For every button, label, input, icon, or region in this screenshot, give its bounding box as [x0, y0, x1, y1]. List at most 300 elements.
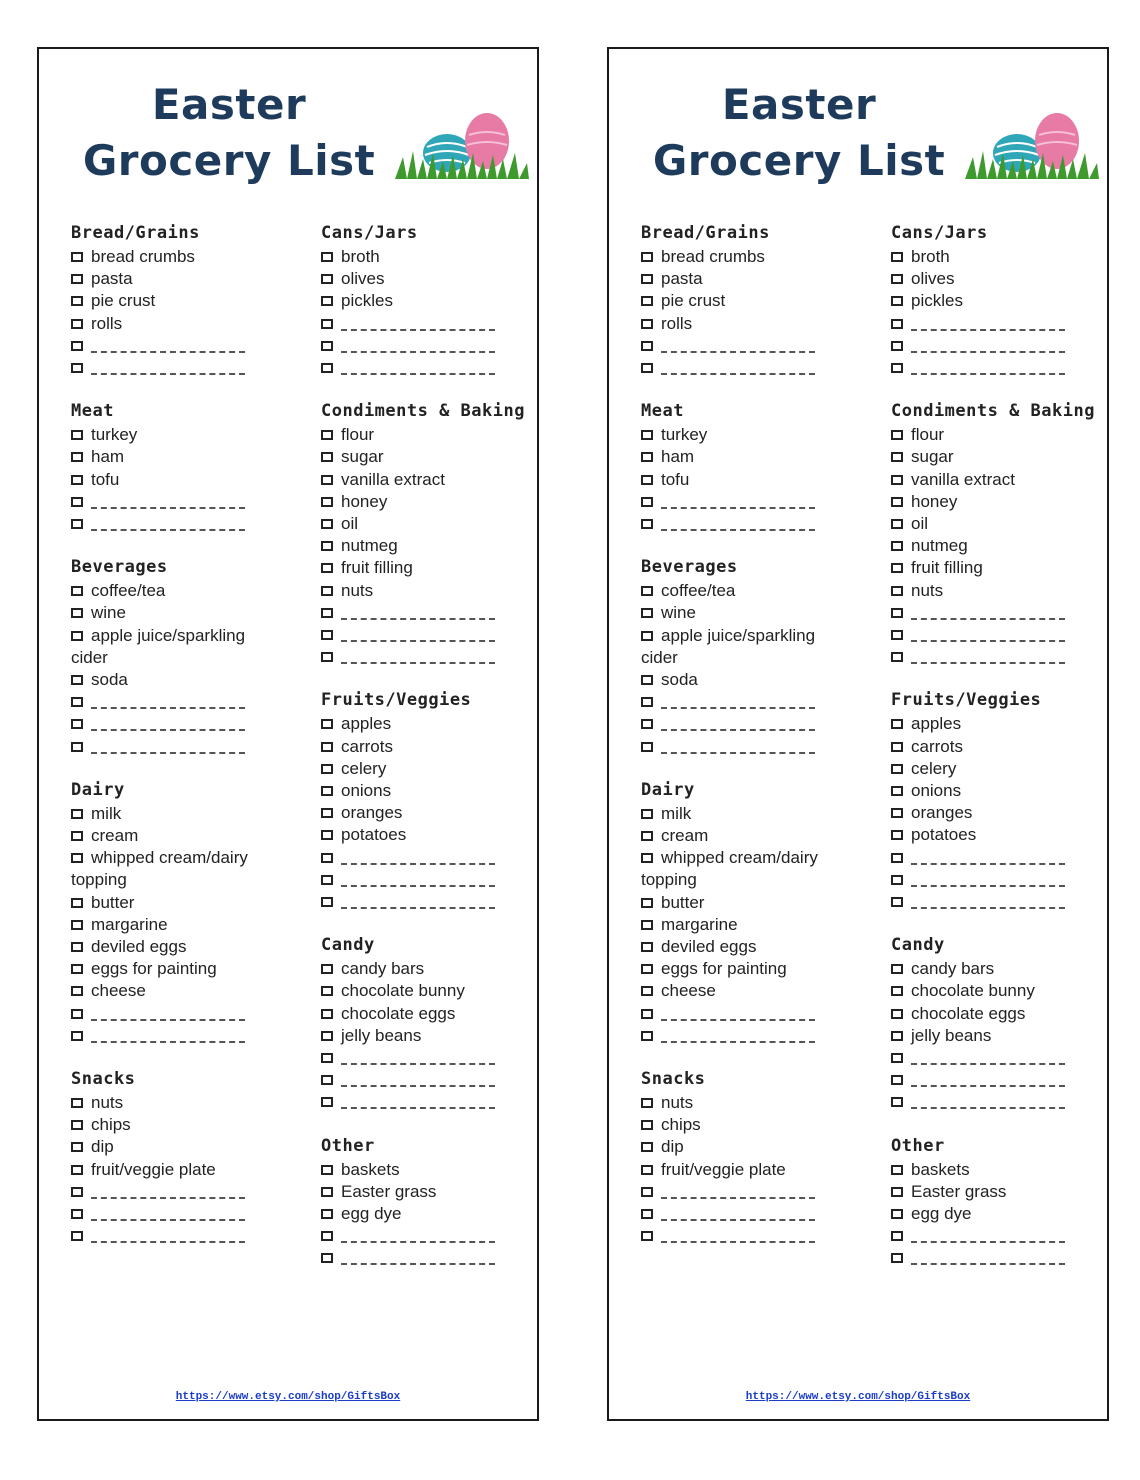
list-item	[71, 980, 283, 1002]
checkbox-icon[interactable]	[891, 1031, 903, 1041]
item-label: rolls	[91, 313, 123, 333]
checkbox-icon[interactable]	[891, 830, 903, 840]
checkbox-icon[interactable]	[321, 897, 333, 907]
checkbox-icon[interactable]	[641, 831, 653, 841]
checkbox-icon[interactable]	[71, 1009, 83, 1019]
write-in-line[interactable]	[91, 1207, 245, 1221]
checkbox-icon[interactable]	[641, 1209, 653, 1219]
blank-entry-row	[891, 335, 1103, 357]
item-label: whipped cream/dairy topping	[71, 848, 248, 890]
write-in-line[interactable]	[91, 1229, 245, 1243]
blank-entry-row	[321, 335, 533, 357]
checkbox-icon[interactable]	[891, 452, 903, 462]
checkbox-icon[interactable]	[71, 1231, 83, 1241]
list-item	[321, 1203, 533, 1225]
checkbox-icon[interactable]	[71, 363, 83, 373]
item-label: tofu	[91, 469, 120, 489]
checkbox-icon[interactable]	[321, 764, 333, 774]
item-label: oil	[911, 513, 929, 533]
checkbox-icon[interactable]	[71, 586, 83, 596]
section-meat	[641, 399, 853, 535]
write-in-line[interactable]	[911, 606, 1065, 620]
checkbox-icon[interactable]	[321, 608, 333, 618]
item-label: dip	[91, 1137, 114, 1157]
checkbox-icon[interactable]	[641, 1031, 653, 1041]
list-item	[641, 290, 853, 312]
checkbox-icon[interactable]	[71, 1120, 83, 1130]
write-in-line[interactable]	[91, 1185, 245, 1199]
checkbox-icon[interactable]	[71, 853, 83, 863]
checkbox-icon[interactable]	[641, 697, 653, 707]
item-label: candy bars	[911, 959, 995, 979]
checkbox-icon[interactable]	[321, 830, 333, 840]
checkbox-icon[interactable]	[641, 675, 653, 685]
item-label: honey	[341, 491, 388, 511]
section-candy	[891, 933, 1103, 1113]
checkbox-icon[interactable]	[641, 497, 653, 507]
write-in-line[interactable]	[91, 1007, 245, 1021]
checkbox-icon[interactable]	[891, 786, 903, 796]
checkbox-icon[interactable]	[321, 563, 333, 573]
list-item	[891, 290, 1103, 312]
item-label: fruit/veggie plate	[91, 1159, 216, 1179]
checkbox-icon[interactable]	[891, 764, 903, 774]
blank-entry-row	[641, 691, 853, 713]
section-snacks	[71, 1067, 283, 1247]
checkbox-icon[interactable]	[641, 1009, 653, 1019]
checkbox-icon[interactable]	[641, 986, 653, 996]
write-in-line[interactable]	[661, 495, 815, 509]
checkbox-icon[interactable]	[71, 274, 83, 284]
checkbox-icon[interactable]	[891, 563, 903, 573]
write-in-line[interactable]	[661, 1185, 815, 1199]
checkbox-icon[interactable]	[321, 452, 333, 462]
write-in-line[interactable]	[341, 1051, 495, 1065]
checkbox-icon[interactable]	[891, 475, 903, 485]
checkbox-icon[interactable]	[641, 964, 653, 974]
shop-link[interactable]: https://www.etsy.com/shop/GiftsBox	[175, 1391, 401, 1403]
checkbox-icon[interactable]	[321, 1053, 333, 1063]
blank-entry-row	[321, 869, 533, 891]
checkbox-icon[interactable]	[321, 630, 333, 640]
write-in-line[interactable]	[341, 628, 495, 642]
write-in-line[interactable]	[91, 361, 245, 375]
list-item	[321, 736, 533, 758]
blank-entry-row	[641, 1225, 853, 1247]
item-label: turkey	[661, 425, 708, 445]
checkbox-icon[interactable]	[641, 252, 653, 262]
checkbox-icon[interactable]	[321, 1075, 333, 1085]
checkbox-icon[interactable]	[321, 274, 333, 284]
checkbox-icon[interactable]	[891, 1097, 903, 1107]
write-in-line[interactable]	[341, 317, 495, 331]
checkbox-icon[interactable]	[321, 964, 333, 974]
write-in-line[interactable]	[911, 1073, 1065, 1087]
list-item	[641, 246, 853, 268]
item-label: olives	[911, 269, 955, 289]
checkbox-icon[interactable]	[321, 497, 333, 507]
checkbox-icon[interactable]	[321, 808, 333, 818]
write-in-line[interactable]	[341, 1251, 495, 1265]
checkbox-icon[interactable]	[891, 430, 903, 440]
item-label: celery	[911, 758, 957, 778]
checkbox-icon[interactable]	[321, 586, 333, 596]
checkbox-icon[interactable]	[891, 319, 903, 329]
blank-entry-row	[71, 357, 283, 379]
checkbox-icon[interactable]	[71, 742, 83, 752]
list-item	[641, 602, 853, 624]
item-label: oranges	[911, 803, 973, 823]
checkbox-icon[interactable]	[891, 897, 903, 907]
section-bread-grains	[641, 221, 853, 379]
checkbox-icon[interactable]	[71, 1187, 83, 1197]
list-item	[891, 469, 1103, 491]
checkbox-icon[interactable]	[641, 920, 653, 930]
blank-entry-row	[641, 736, 853, 758]
checkbox-icon[interactable]	[71, 608, 83, 618]
checkbox-icon[interactable]	[321, 319, 333, 329]
write-in-line[interactable]	[661, 1007, 815, 1021]
list-item	[321, 580, 533, 602]
write-in-line[interactable]	[341, 873, 495, 887]
list-item	[71, 580, 283, 602]
checkbox-icon[interactable]	[641, 296, 653, 306]
checkbox-icon[interactable]	[71, 1142, 83, 1152]
checkbox-icon[interactable]	[71, 475, 83, 485]
section-bread-grains	[71, 221, 283, 379]
shop-link[interactable]: https://www.etsy.com/shop/GiftsBox	[745, 1391, 971, 1403]
checkbox-icon[interactable]	[641, 1187, 653, 1197]
list-item	[321, 446, 533, 468]
list-item	[641, 1092, 853, 1114]
checkbox-icon[interactable]	[891, 608, 903, 618]
write-in-line[interactable]	[341, 606, 495, 620]
write-in-line[interactable]	[911, 873, 1065, 887]
checkbox-icon[interactable]	[321, 475, 333, 485]
write-in-line[interactable]	[91, 517, 245, 531]
checkbox-icon[interactable]	[641, 341, 653, 351]
write-in-line[interactable]	[911, 1051, 1065, 1065]
item-label: coffee/tea	[661, 581, 736, 601]
checkbox-icon[interactable]	[71, 942, 83, 952]
blank-entry-row	[641, 713, 853, 735]
item-label: onions	[341, 780, 392, 800]
checkbox-icon[interactable]	[641, 898, 653, 908]
checkbox-icon[interactable]	[891, 586, 903, 596]
write-in-line[interactable]	[341, 895, 495, 909]
checkbox-icon[interactable]	[641, 519, 653, 529]
checkbox-icon[interactable]	[71, 319, 83, 329]
checkbox-icon[interactable]	[891, 719, 903, 729]
section-title: Condiments & Baking	[891, 401, 1095, 422]
list-item	[891, 736, 1103, 758]
blank-entry-row	[891, 313, 1103, 335]
list-item	[891, 1159, 1103, 1181]
checkbox-icon[interactable]	[641, 719, 653, 729]
write-in-line[interactable]	[911, 851, 1065, 865]
blank-entry-row	[891, 602, 1103, 624]
write-in-line[interactable]	[661, 517, 815, 531]
checkbox-icon[interactable]	[321, 853, 333, 863]
checkbox-icon[interactable]	[71, 1031, 83, 1041]
checkbox-icon[interactable]	[641, 942, 653, 952]
checkbox-icon[interactable]	[71, 1098, 83, 1108]
list-item	[891, 1181, 1103, 1203]
list-item	[641, 580, 853, 602]
checkbox-icon[interactable]	[891, 853, 903, 863]
checkbox-icon[interactable]	[71, 452, 83, 462]
checkbox-icon[interactable]	[641, 1098, 653, 1108]
checkbox-icon[interactable]	[891, 363, 903, 373]
section-title: Snacks	[641, 1068, 706, 1089]
write-in-line[interactable]	[911, 1095, 1065, 1109]
section-title: Beverages	[641, 557, 738, 578]
write-in-line[interactable]	[911, 628, 1065, 642]
write-in-line[interactable]	[911, 317, 1065, 331]
checkbox-icon[interactable]	[321, 652, 333, 662]
checkbox-icon[interactable]	[321, 541, 333, 551]
section-beverages	[641, 555, 853, 758]
checkbox-icon[interactable]	[891, 1165, 903, 1175]
list-item	[641, 914, 853, 936]
checkbox-icon[interactable]	[891, 519, 903, 529]
checkbox-icon[interactable]	[321, 1187, 333, 1197]
checkbox-icon[interactable]	[71, 252, 83, 262]
section-title: Condiments & Baking	[321, 401, 525, 422]
write-in-line[interactable]	[911, 361, 1065, 375]
list-item	[321, 824, 533, 846]
write-in-line[interactable]	[661, 1229, 815, 1243]
checkbox-icon[interactable]	[321, 1209, 333, 1219]
item-label: pickles	[341, 291, 393, 311]
checkbox-icon[interactable]	[321, 742, 333, 752]
checkbox-icon[interactable]	[321, 363, 333, 373]
write-in-line[interactable]	[91, 1029, 245, 1043]
item-label: deviled eggs	[91, 936, 187, 956]
write-in-line[interactable]	[661, 339, 815, 353]
write-in-line[interactable]	[341, 851, 495, 865]
checkbox-icon[interactable]	[891, 1009, 903, 1019]
blank-entry-row	[321, 847, 533, 869]
checkbox-icon[interactable]	[321, 1009, 333, 1019]
write-in-line[interactable]	[341, 339, 495, 353]
checkbox-icon[interactable]	[891, 964, 903, 974]
write-in-line[interactable]	[661, 740, 815, 754]
list-item	[641, 1136, 853, 1158]
checkbox-icon[interactable]	[891, 1053, 903, 1063]
item-label: milk	[661, 803, 692, 823]
checkbox-icon[interactable]	[71, 1209, 83, 1219]
list-item	[71, 936, 283, 958]
checkbox-icon[interactable]	[641, 742, 653, 752]
checkbox-icon[interactable]	[71, 697, 83, 707]
list-item	[321, 780, 533, 802]
write-in-line[interactable]	[91, 339, 245, 353]
checkbox-icon[interactable]	[71, 898, 83, 908]
checkbox-icon[interactable]	[321, 1097, 333, 1107]
checkbox-icon[interactable]	[321, 786, 333, 796]
checkbox-icon[interactable]	[71, 986, 83, 996]
checkbox-icon[interactable]	[891, 274, 903, 284]
checkbox-icon[interactable]	[891, 808, 903, 818]
checkbox-icon[interactable]	[891, 497, 903, 507]
checkbox-icon[interactable]	[321, 719, 333, 729]
write-in-line[interactable]	[341, 1095, 495, 1109]
item-label: dip	[661, 1137, 684, 1157]
write-in-line[interactable]	[341, 361, 495, 375]
checkbox-icon[interactable]	[641, 430, 653, 440]
checkbox-icon[interactable]	[891, 341, 903, 351]
checkbox-icon[interactable]	[891, 541, 903, 551]
checkbox-icon[interactable]	[891, 1253, 903, 1263]
checkbox-icon[interactable]	[321, 296, 333, 306]
checkbox-icon[interactable]	[641, 608, 653, 618]
checkbox-icon[interactable]	[71, 497, 83, 507]
checkbox-icon[interactable]	[891, 875, 903, 885]
checkbox-icon[interactable]	[891, 630, 903, 640]
checkbox-icon[interactable]	[71, 296, 83, 306]
section-title: Other	[891, 1135, 945, 1156]
checkbox-icon[interactable]	[71, 430, 83, 440]
section-title: Cans/Jars	[321, 223, 418, 243]
blank-entry-row	[321, 313, 533, 335]
item-label: flour	[911, 425, 945, 445]
checkbox-icon[interactable]	[891, 296, 903, 306]
list-item	[71, 958, 283, 980]
write-in-line[interactable]	[661, 361, 815, 375]
left-column	[641, 221, 853, 1267]
section-candy	[321, 933, 533, 1113]
checkbox-icon[interactable]	[71, 675, 83, 685]
checkbox-icon[interactable]	[321, 1031, 333, 1041]
item-label: pie crust	[661, 291, 726, 311]
blank-entry-row	[71, 335, 283, 357]
checkbox-icon[interactable]	[641, 586, 653, 596]
checkbox-icon[interactable]	[71, 809, 83, 819]
section-condiments-baking	[891, 399, 1103, 668]
list-item	[641, 669, 853, 691]
list-item	[891, 513, 1103, 535]
checkbox-icon[interactable]	[71, 831, 83, 841]
list-item	[321, 713, 533, 735]
write-in-line[interactable]	[661, 1207, 815, 1221]
write-in-line[interactable]	[661, 717, 815, 731]
write-in-line[interactable]	[341, 1073, 495, 1087]
item-label: bread crumbs	[91, 247, 195, 266]
section-title: Snacks	[71, 1068, 136, 1089]
checkbox-icon[interactable]	[891, 1209, 903, 1219]
checkbox-icon[interactable]	[321, 1165, 333, 1175]
write-in-line[interactable]	[91, 495, 245, 509]
list-item	[891, 446, 1103, 468]
checkbox-icon[interactable]	[641, 363, 653, 373]
checkbox-icon[interactable]	[71, 964, 83, 974]
checkbox-icon[interactable]	[321, 519, 333, 529]
list-item	[891, 824, 1103, 846]
checkbox-icon[interactable]	[891, 1231, 903, 1241]
list-item	[641, 803, 853, 825]
checkbox-icon[interactable]	[321, 1231, 333, 1241]
checkbox-icon[interactable]	[71, 341, 83, 351]
section-title: Beverages	[71, 557, 168, 578]
checkbox-icon[interactable]	[321, 1253, 333, 1263]
section-condiments-baking	[321, 399, 533, 668]
list-item	[321, 268, 533, 290]
checkbox-icon[interactable]	[71, 519, 83, 529]
list-item	[71, 246, 283, 268]
write-in-line[interactable]	[91, 717, 245, 731]
checkbox-icon[interactable]	[891, 986, 903, 996]
checkbox-icon[interactable]	[71, 1165, 83, 1175]
checkbox-icon[interactable]	[641, 809, 653, 819]
write-in-line[interactable]	[911, 1229, 1065, 1243]
checkbox-icon[interactable]	[321, 986, 333, 996]
checkbox-icon[interactable]	[71, 631, 83, 641]
checkbox-icon[interactable]	[891, 252, 903, 262]
checkbox-icon[interactable]	[641, 1142, 653, 1152]
checkbox-icon[interactable]	[71, 920, 83, 930]
write-in-line[interactable]	[911, 895, 1065, 909]
write-in-line[interactable]	[661, 1029, 815, 1043]
checkbox-icon[interactable]	[641, 452, 653, 462]
write-in-line[interactable]	[91, 695, 245, 709]
write-in-line[interactable]	[661, 695, 815, 709]
checkbox-icon[interactable]	[321, 875, 333, 885]
checkbox-icon[interactable]	[71, 719, 83, 729]
checkbox-icon[interactable]	[641, 475, 653, 485]
blank-entry-row	[71, 1181, 283, 1203]
checkbox-icon[interactable]	[321, 341, 333, 351]
checkbox-icon[interactable]	[641, 1231, 653, 1241]
write-in-line[interactable]	[911, 339, 1065, 353]
section-fruits-veggies	[321, 688, 533, 913]
blank-entry-row	[71, 1225, 283, 1247]
checkbox-icon[interactable]	[641, 1120, 653, 1130]
blank-entry-row	[321, 602, 533, 624]
list-item	[321, 958, 533, 980]
section-cans-jars	[891, 221, 1103, 379]
checkbox-icon[interactable]	[641, 319, 653, 329]
section-dairy	[641, 778, 853, 1047]
section-fruits-veggies	[891, 688, 1103, 913]
item-label: oranges	[341, 803, 403, 823]
checkbox-icon[interactable]	[891, 1075, 903, 1085]
checkbox-icon[interactable]	[321, 252, 333, 262]
list-item	[891, 958, 1103, 980]
list-item	[891, 802, 1103, 824]
checkbox-icon[interactable]	[641, 631, 653, 641]
list-item	[71, 1114, 283, 1136]
checkbox-icon[interactable]	[891, 652, 903, 662]
checkbox-icon[interactable]	[321, 430, 333, 440]
checkbox-icon[interactable]	[891, 1187, 903, 1197]
write-in-line[interactable]	[911, 1251, 1065, 1265]
list-item	[891, 580, 1103, 602]
write-in-line[interactable]	[341, 1229, 495, 1243]
write-in-line[interactable]	[91, 740, 245, 754]
list-item	[891, 713, 1103, 735]
list-item	[641, 980, 853, 1002]
checkbox-icon[interactable]	[641, 1165, 653, 1175]
write-in-line[interactable]	[911, 650, 1065, 664]
checkbox-icon[interactable]	[891, 742, 903, 752]
checkbox-icon[interactable]	[641, 274, 653, 284]
list-item	[71, 424, 283, 446]
item-label: jelly beans	[911, 1025, 992, 1045]
write-in-line[interactable]	[341, 650, 495, 664]
item-label: potatoes	[911, 825, 977, 845]
checkbox-icon[interactable]	[641, 853, 653, 863]
